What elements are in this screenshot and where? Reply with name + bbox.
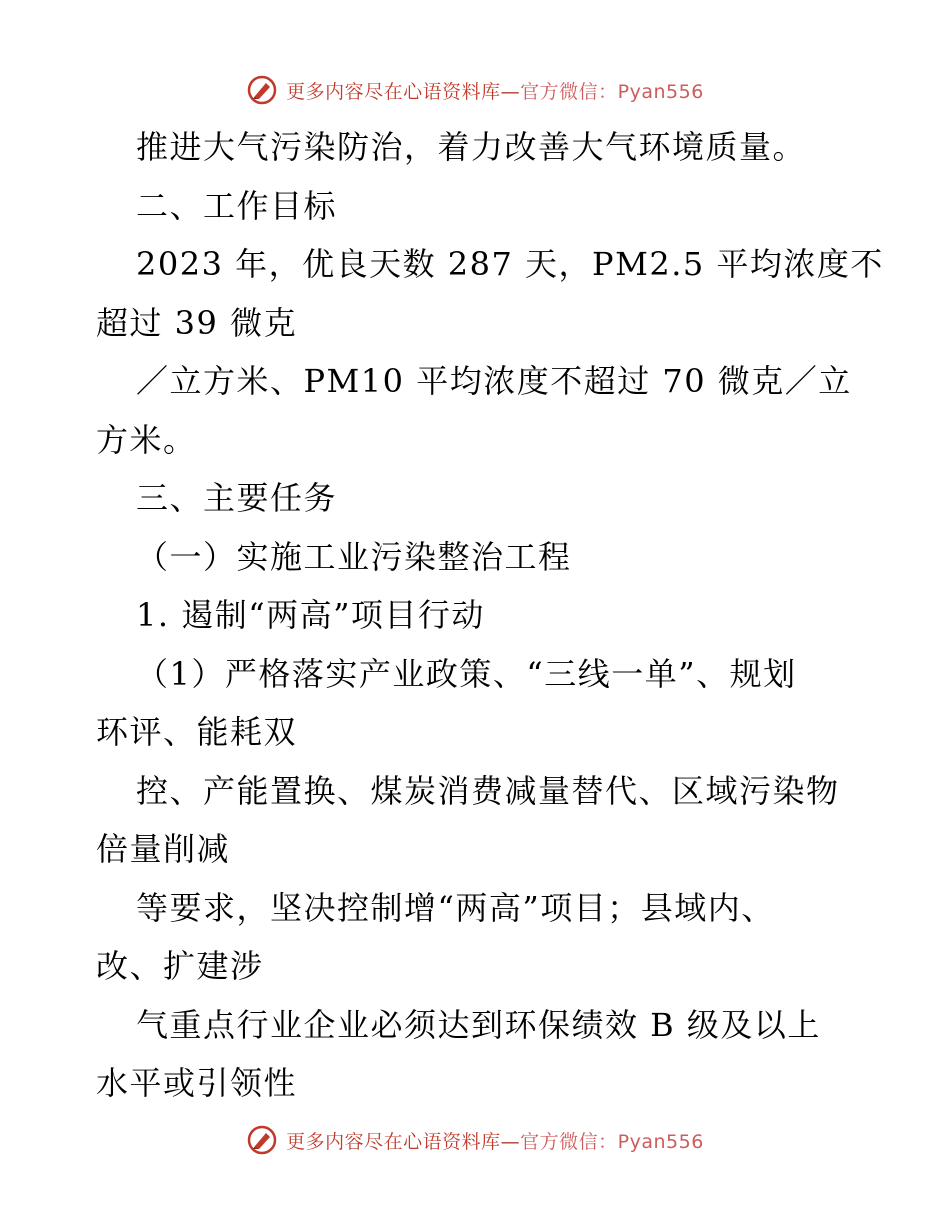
paragraph-line: 倍量削减 — [96, 830, 231, 868]
paragraph-line: 改、扩建涉 — [96, 947, 264, 985]
paragraph-line: 超过 39 微克 — [96, 303, 298, 342]
banner-contact: 官方微信：Pyan556 — [520, 80, 704, 103]
banner-dash: — — [500, 80, 521, 103]
paragraph-line: ／立方米、PM10 平均浓度不超过 70 微克／立 — [136, 362, 852, 400]
document-body — [96, 118, 884, 1113]
paragraph-line: 推进大气污染防治，着力改善大气环境质量。 — [136, 128, 807, 166]
paragraph-line: 环评、能耗双 — [96, 713, 298, 751]
section-heading: 三、主要任务 — [136, 479, 338, 517]
footer-banner — [0, 1120, 950, 1160]
subsection-heading: （一）实施工业污染整治工程 — [136, 537, 572, 576]
pen-logo-icon — [246, 1124, 278, 1156]
section-heading: 二、工作目标 — [136, 186, 338, 225]
item-heading: 1. 遏制“两高”项目行动 — [136, 596, 485, 634]
banner-text — [286, 77, 704, 104]
banner-dash: — — [500, 1130, 521, 1153]
banner-title: 更多内容尽在心语资料库 — [286, 1130, 501, 1153]
paragraph-line: 2023 年，优良天数 287 天，PM2.5 平均浓度不 — [136, 245, 884, 283]
banner-title: 更多内容尽在心语资料库 — [286, 80, 501, 103]
header-banner — [0, 70, 950, 110]
paragraph-line: （1）严格落实产业政策、“三线一单”、规划 — [136, 654, 797, 693]
paragraph-line: 水平或引领性 — [96, 1064, 298, 1102]
paragraph-line: 控、产能置换、煤炭消费减量替代、区域污染物 — [136, 771, 840, 810]
banner-text — [286, 1127, 704, 1154]
banner-contact: 官方微信：Pyan556 — [520, 1130, 704, 1153]
paragraph-line: 方米。 — [96, 420, 197, 459]
paragraph-line: 等要求，坚决控制增“两高”项目；县域内、 — [136, 888, 775, 927]
paragraph-line: 气重点行业企业必须达到环保绩效 B 级及以上 — [136, 1005, 821, 1044]
pen-logo-icon — [246, 74, 278, 106]
